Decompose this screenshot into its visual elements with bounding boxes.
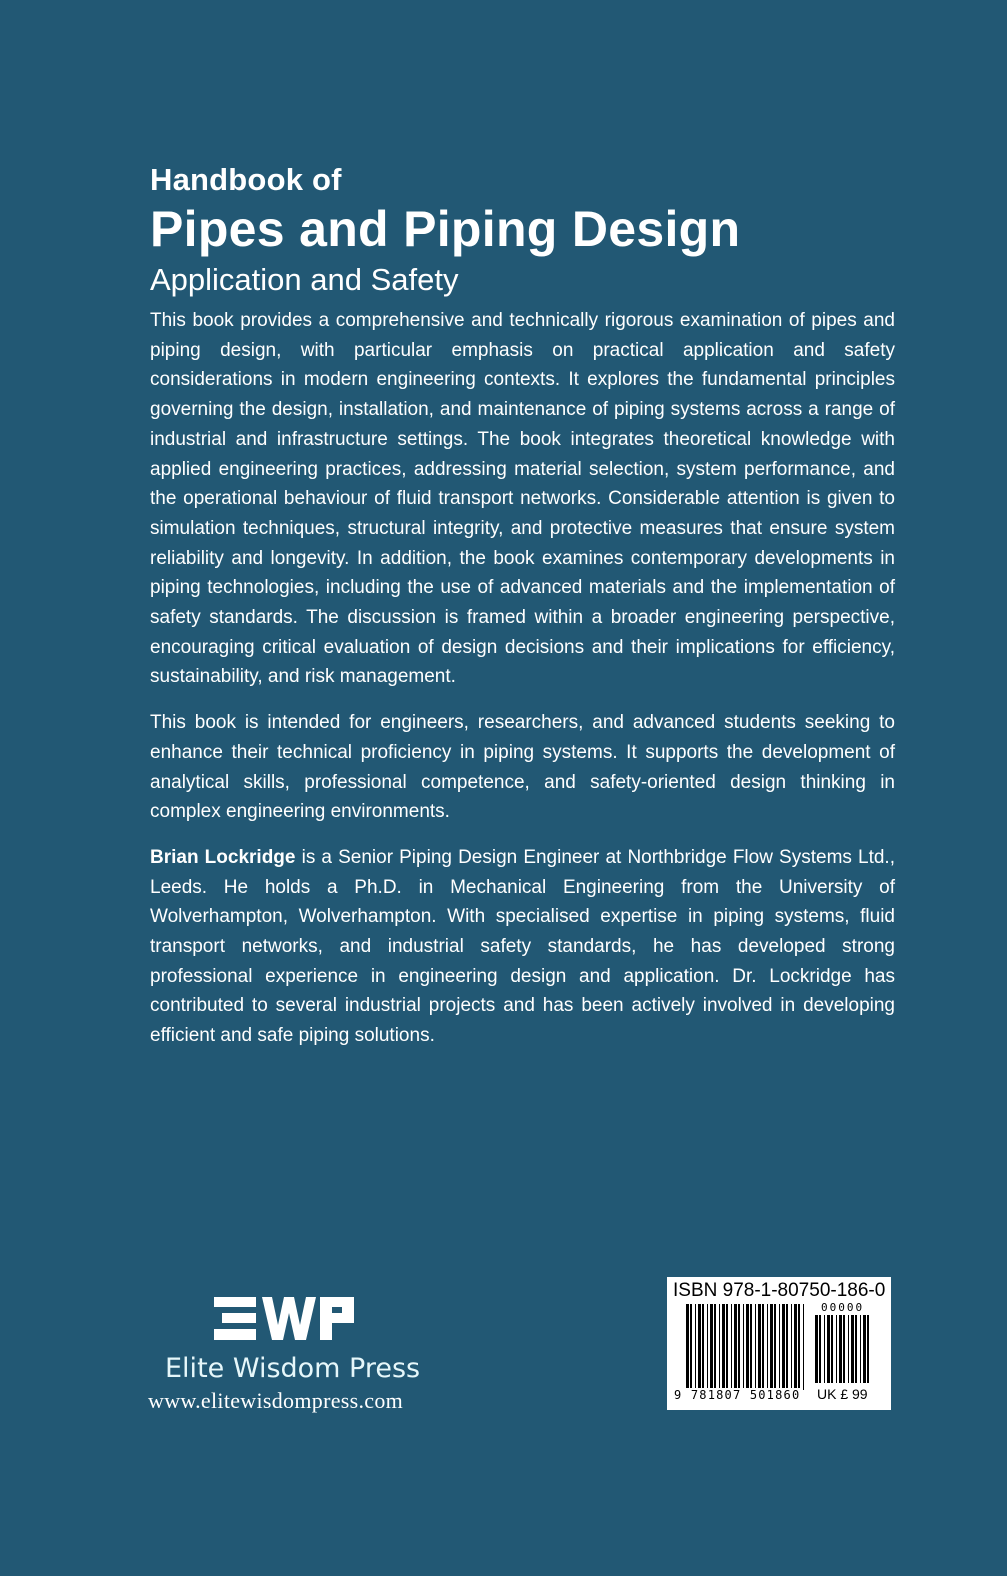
description-paragraph-1: This book provides a comprehensive and technically rigorous examination of pipes and piping design, with particular emphasis on practical application and safety considerations in modern engineering contexts. It explores the fundamental principles governing the design, installation, and maintenance of piping systems across a range of industrial and infrastructure settings. The book integrates theoretical knowledge with applied engineering practices, addressing material selection, system performance, and the operational behaviour of fluid transport networks. Considerable attention is given to simulation techniques, structural integrity, and protective measures that ensure system reliability and longevity. In addition, the book examines contemporary developments in piping technologies, including the use of advanced materials and the implementation of safety standards. The discussion is framed within a broader engineering perspective, encouraging critical evaluation of design decisions and their implications for efficiency, sustainability, and risk management. xyxy=(150,310,895,688)
barcode-ean-digits: 9 781807 501860 xyxy=(674,1388,801,1402)
price-label: UK £ 99 xyxy=(817,1386,868,1402)
isbn-number: ISBN 978-1-80750-186-0 xyxy=(673,1280,886,1301)
cover-text-block xyxy=(150,160,895,1067)
publisher-name: Elite Wisdom Press xyxy=(165,1353,421,1384)
author-bio-text: is a Senior Piping Design Engineer at Northbridge Flow Systems Ltd., Leeds. He holds a Ph.D. in Mechanical Engineering from the University of Wolverhampton, Wolverhampton. With specialised expertise in piping systems, fluid transport networks, and industrial safety standards, he has developed strong professional experience in engineering design and application. Dr. Lockridge has contributed to several industrial projects and has been actively involved in developing efficient and safe piping solutions. xyxy=(150,846,895,1047)
book-subtitle: Application and Safety xyxy=(150,262,459,297)
barcode-addon-digits: 00000 xyxy=(821,1301,865,1314)
publisher-logo xyxy=(148,1293,438,1413)
author-name: Brian Lockridge xyxy=(150,846,296,868)
author-bio xyxy=(150,843,895,1051)
book-title: Pipes and Piping Design xyxy=(150,201,741,257)
description-paragraph-2: This book is intended for engineers, researchers, and advanced students seeking to enhance their technical proficiency in piping systems. It supports the development of analytical skills, professional competence, and safety-oriented design thinking in complex engineering environments. xyxy=(150,712,895,823)
publisher-website: www.elitewisdompress.com xyxy=(148,1388,404,1413)
title-prefix: Handbook of xyxy=(150,162,342,197)
ewp-logo-mark xyxy=(214,1293,364,1347)
isbn-barcode xyxy=(667,1277,891,1410)
